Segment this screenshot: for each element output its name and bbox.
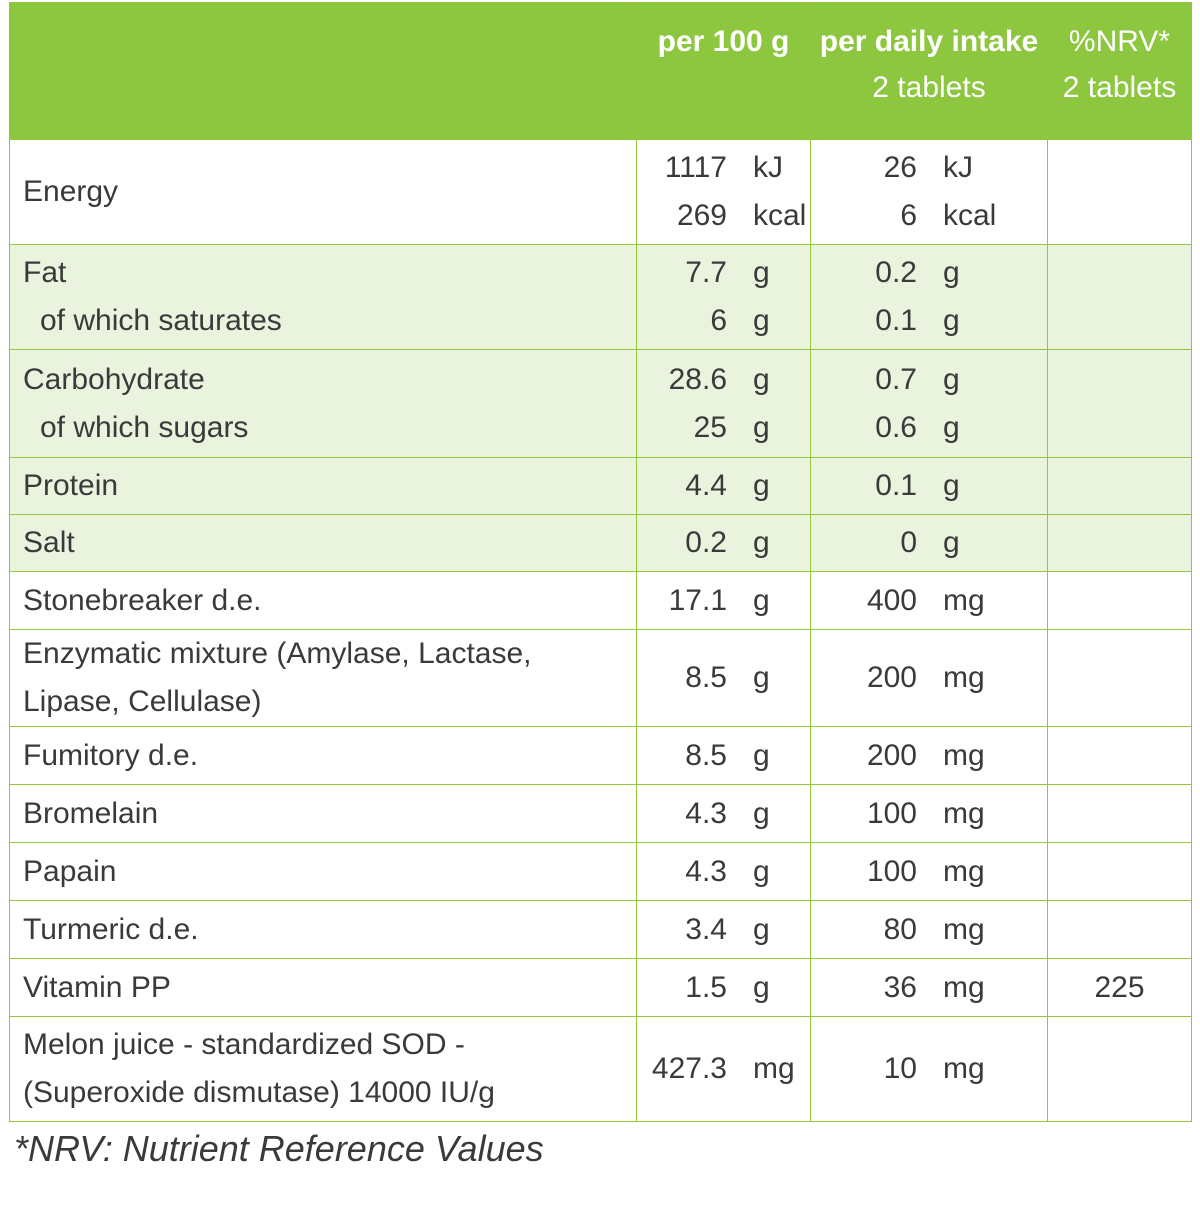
per-100g-value: 4.4 [685, 469, 727, 502]
nutrient-label: of which sugars [40, 410, 249, 444]
table-row [10, 843, 1192, 901]
nutrient-label-cell [10, 785, 637, 843]
per-100g-unit: g [753, 970, 770, 1004]
daily-intake-unit: mg [943, 661, 985, 694]
header-nrv-label: %NRV* [1068, 25, 1171, 58]
nrv-cell [1048, 630, 1192, 727]
nutrient-label-cell [10, 901, 637, 959]
per-100g-cell [637, 140, 811, 245]
per-100g-cell [637, 843, 811, 901]
nutrient-label-cell [10, 727, 637, 785]
nutrient-label-cell [10, 245, 637, 350]
daily-intake-value: 6 [900, 199, 917, 232]
daily-intake-unit: g [943, 526, 960, 559]
nrv-cell [1048, 140, 1192, 245]
nutrient-label: Melon juice - standardized SOD - [23, 1028, 465, 1061]
per-100g-unit: kcal [753, 199, 807, 232]
daily-intake-cell [811, 1017, 1048, 1122]
table-row [10, 458, 1192, 515]
per-100g-value: 4.3 [685, 854, 727, 888]
nutrition-table [9, 2, 1192, 1122]
header-nrv [1048, 3, 1192, 140]
per-100g-value: 0.2 [685, 526, 727, 559]
daily-intake-unit: mg [943, 912, 985, 946]
daily-intake-value: 400 [866, 583, 917, 617]
nutrient-label-cell [10, 572, 637, 630]
per-100g-cell [637, 515, 811, 572]
header-empty-cell [10, 3, 637, 140]
daily-intake-unit: kJ [943, 151, 973, 184]
nutrient-label: Energy [23, 175, 119, 208]
per-100g-value: 7.7 [685, 256, 727, 289]
nutrient-label: Vitamin PP [23, 970, 171, 1004]
per-100g-value: 3.4 [685, 912, 727, 946]
per-100g-unit: g [753, 469, 770, 502]
nutrient-label: Bromelain [23, 796, 159, 830]
daily-intake-cell [811, 901, 1048, 959]
daily-intake-cell [811, 245, 1048, 350]
per-100g-unit: g [753, 796, 770, 830]
per-100g-unit: g [753, 362, 770, 396]
daily-intake-value: 0.7 [875, 362, 917, 396]
nutrient-label: Stonebreaker d.e. [23, 583, 262, 617]
daily-intake-value: 200 [866, 661, 917, 694]
per-100g-unit: kJ [753, 151, 783, 184]
per-100g-value: 25 [693, 410, 727, 444]
daily-intake-unit: kcal [943, 199, 997, 232]
daily-intake-unit: mg [943, 796, 985, 830]
per-100g-unit: g [753, 256, 770, 289]
table-row [10, 572, 1192, 630]
footnote: *NRV: Nutrient Reference Values [14, 1128, 544, 1169]
daily-intake-cell [811, 515, 1048, 572]
daily-intake-value: 0.2 [875, 256, 917, 289]
per-100g-value: 269 [676, 199, 727, 232]
daily-intake-value: 0.1 [875, 304, 917, 337]
nrv-cell [1048, 350, 1192, 458]
nrv-cell [1048, 572, 1192, 630]
per-100g-value: 8.5 [685, 661, 727, 694]
per-100g-unit: g [753, 661, 770, 694]
header-row [10, 3, 1192, 140]
daily-intake-unit: mg [943, 854, 985, 888]
per-100g-cell [637, 785, 811, 843]
daily-intake-unit: mg [943, 970, 985, 1004]
per-100g-value: 1.5 [685, 970, 727, 1004]
nutrient-label-cell [10, 140, 637, 245]
nutrient-label: Fat [23, 256, 67, 289]
nrv-cell [1048, 843, 1192, 901]
daily-intake-cell [811, 458, 1048, 515]
nutrient-label-cell [10, 350, 637, 458]
nutrient-label: Turmeric d.e. [23, 912, 199, 946]
per-100g-unit: g [753, 583, 770, 617]
daily-intake-unit: mg [943, 738, 985, 772]
daily-intake-cell [811, 350, 1048, 458]
table-row [10, 245, 1192, 350]
nrv-cell [1048, 245, 1192, 350]
daily-intake-unit: g [943, 362, 960, 396]
daily-intake-value: 200 [866, 738, 917, 772]
nutrient-label-cell [10, 959, 637, 1017]
nutrient-label: of which saturates [40, 304, 282, 337]
per-100g-unit: mg [753, 1052, 795, 1085]
table-row [10, 785, 1192, 843]
daily-intake-value: 0.6 [875, 410, 917, 444]
per-100g-value: 28.6 [668, 362, 727, 396]
per-100g-unit: g [753, 738, 770, 772]
daily-intake-cell [811, 843, 1048, 901]
per-100g-cell [637, 630, 811, 727]
nrv-cell [1048, 727, 1192, 785]
header-daily-intake-sub: 2 tablets [872, 71, 986, 104]
per-100g-value: 427.3 [651, 1052, 727, 1085]
table-row [10, 1017, 1192, 1122]
header-daily-intake-label: per daily intake [819, 25, 1039, 58]
daily-intake-cell [811, 727, 1048, 785]
per-100g-cell [637, 1017, 811, 1122]
daily-intake-unit: mg [943, 583, 985, 617]
daily-intake-value: 0 [900, 526, 917, 559]
nutrient-label: Protein [23, 469, 119, 502]
daily-intake-value: 10 [883, 1052, 917, 1085]
nrv-cell: 225 [1048, 959, 1192, 1017]
per-100g-cell [637, 901, 811, 959]
daily-intake-cell [811, 630, 1048, 727]
nutrient-label: Carbohydrate [23, 362, 205, 396]
per-100g-cell [637, 458, 811, 515]
table-row [10, 140, 1192, 245]
per-100g-unit: g [753, 526, 770, 559]
per-100g-cell [637, 727, 811, 785]
nrv-cell [1048, 458, 1192, 515]
per-100g-unit: g [753, 912, 770, 946]
header-per-100g [637, 3, 811, 140]
daily-intake-cell [811, 572, 1048, 630]
nutrient-label: Enzymatic mixture (Amylase, Lactase, Lipase, Cellulase) [23, 637, 532, 718]
table-row [10, 515, 1192, 572]
per-100g-value: 8.5 [685, 738, 727, 772]
daily-intake-value: 80 [883, 912, 917, 946]
nrv-cell [1048, 785, 1192, 843]
daily-intake-value: 36 [883, 970, 917, 1004]
per-100g-cell [637, 959, 811, 1017]
per-100g-value: 6 [710, 304, 727, 337]
daily-intake-unit: g [943, 304, 960, 337]
daily-intake-unit: mg [943, 1052, 985, 1085]
table-row [10, 630, 1192, 727]
header-per-100g-label: per 100 g [657, 25, 790, 58]
nutrient-label: Fumitory d.e. [23, 738, 199, 772]
header-nrv-sub: 2 tablets [1062, 71, 1177, 104]
nrv-cell [1048, 901, 1192, 959]
daily-intake-unit: g [943, 469, 960, 502]
per-100g-value: 1117 [664, 151, 727, 184]
nutrient-label-cell [10, 1017, 637, 1122]
per-100g-unit: g [753, 854, 770, 888]
daily-intake-unit: g [943, 256, 960, 289]
daily-intake-cell [811, 140, 1048, 245]
daily-intake-value: 0.1 [875, 469, 917, 502]
per-100g-cell [637, 350, 811, 458]
nutrient-label-cell [10, 458, 637, 515]
daily-intake-cell [811, 959, 1048, 1017]
nutrient-label: Salt [23, 526, 75, 559]
nutrient-label-cell [10, 843, 637, 901]
nutrient-label-cell [10, 515, 637, 572]
per-100g-cell [637, 572, 811, 630]
table-row [10, 901, 1192, 959]
nutrient-label: (Superoxide dismutase) 14000 IU/g [23, 1076, 495, 1109]
per-100g-unit: g [753, 304, 770, 337]
daily-intake-value: 100 [866, 796, 917, 830]
nutrient-label: Papain [23, 854, 117, 888]
daily-intake-unit: g [943, 410, 960, 444]
per-100g-cell [637, 245, 811, 350]
header-daily-intake [811, 3, 1048, 140]
daily-intake-cell [811, 785, 1048, 843]
daily-intake-value: 100 [866, 854, 917, 888]
table-row [10, 959, 1192, 1017]
nrv-cell [1048, 1017, 1192, 1122]
per-100g-unit: g [753, 410, 770, 444]
table-row [10, 350, 1192, 458]
table-row [10, 727, 1192, 785]
per-100g-value: 17.1 [668, 583, 727, 617]
nutrient-label-cell [10, 630, 637, 727]
per-100g-value: 4.3 [685, 796, 727, 830]
nrv-cell [1048, 515, 1192, 572]
daily-intake-value: 26 [883, 151, 917, 184]
